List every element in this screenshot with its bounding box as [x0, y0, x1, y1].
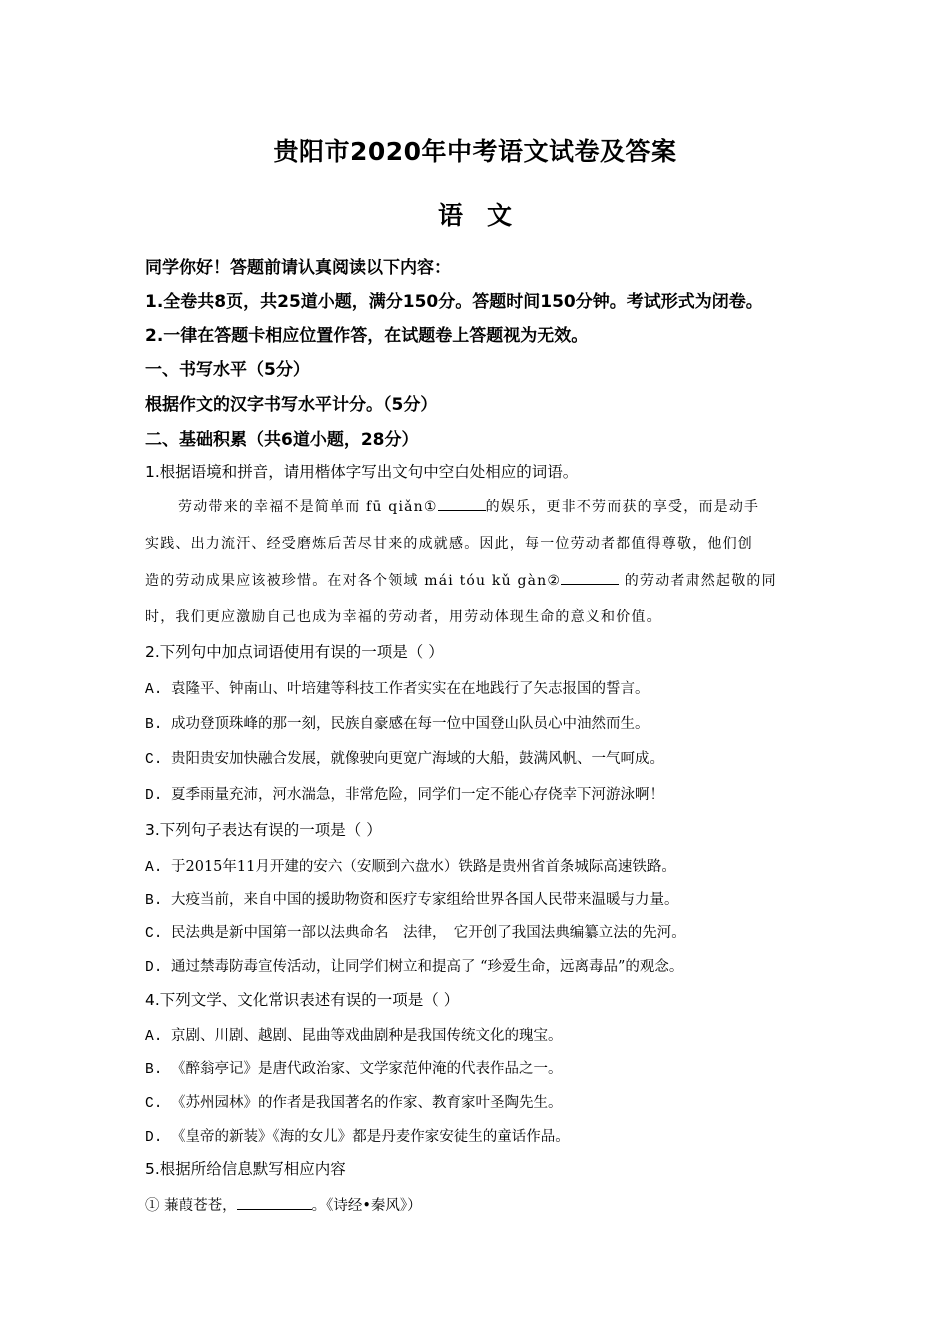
option-label: D.: [145, 788, 163, 804]
option-label: C.: [145, 926, 163, 942]
passage-text: 劳动带来的幸福不是简单而 fū qiǎn①: [178, 499, 438, 515]
subject-title: 语文: [437, 201, 536, 230]
recite-prompt: ① 蒹葭苍苍，: [145, 1198, 237, 1214]
option-label: B.: [145, 717, 163, 733]
question-3-option-c: [145, 921, 686, 942]
passage-text: 造的劳动成果应该被珍惜。在对各个领域 mái tóu kǔ gàn②: [145, 573, 562, 589]
passage-text: 的劳动者肃然起敬的同: [619, 573, 777, 589]
option-text: 通过禁毒防毒宣传活动，让同学们树立和提高了 “珍爱生命，远离毒品”的观念。: [171, 959, 684, 975]
option-text: 夏季雨量充沛，河水湍急，非常危险，同学们一定不能心存侥幸下河游泳啊！: [171, 787, 664, 803]
question-2-option-b: [145, 712, 650, 733]
option-label: A.: [145, 1029, 163, 1045]
notice-item-2: 2.一律在答题卡相应位置作答，在试题卷上答题视为无效。: [145, 326, 589, 346]
section-2-heading: 二、基础积累（共6道小题，28分）: [145, 430, 419, 450]
option-text: 民法典是新中国第一部以法典命名 法律， 它开创了我国法典编纂立法的先河。: [171, 925, 686, 941]
option-label: B.: [145, 893, 163, 909]
option-label: D.: [145, 960, 163, 976]
question-3-stem: 3.下列句子表达有误的一项是（ ）: [145, 821, 382, 839]
answer-blank-2[interactable]: [561, 570, 619, 585]
question-3-option-a: [145, 855, 676, 876]
answer-blank-1[interactable]: [438, 496, 486, 511]
section-1-heading: 一、书写水平（5分）: [145, 360, 310, 380]
option-text: 《醉翁亭记》是唐代政治家、文学家范仲淹的代表作品之一。: [171, 1061, 563, 1077]
question-4-option-a: [145, 1024, 563, 1045]
question-1-passage-line: 实践、出力流汗、经受磨炼后苦尽甘来的成就感。因此，每一位劳动者都值得尊敬，他们创: [145, 536, 753, 552]
option-label: D.: [145, 1130, 163, 1146]
question-2-option-a: [145, 677, 650, 698]
recite-source: 。《诗经•秦风》）: [311, 1198, 422, 1214]
question-4-option-c: [145, 1091, 563, 1112]
question-2-stem: 2.下列句中加点词语使用有误的一项是（ ）: [145, 643, 444, 661]
exam-title: 贵阳市2020年中考语文试卷及答案: [273, 137, 677, 166]
option-label: B.: [145, 1062, 163, 1078]
question-3-option-d: [145, 955, 683, 976]
option-text: 袁隆平、钟南山、叶培建等科技工作者实实在在地践行了矢志报国的誓言。: [171, 681, 650, 697]
answer-blank-recite-1[interactable]: [237, 1195, 312, 1210]
question-2-option-d: [145, 783, 664, 804]
section-1-desc: 根据作文的汉字书写水平计分。（5分）: [145, 395, 438, 415]
passage-text: 的娱乐，更非不劳而获的享受，而是动手: [485, 499, 760, 515]
option-label: C.: [145, 1096, 163, 1112]
option-label: A.: [145, 860, 163, 876]
question-4-stem: 4.下列文学、文化常识表述有误的一项是（ ）: [145, 991, 460, 1009]
option-text: 贵阳贵安加快融合发展，就像驶向更宽广海域的大船，鼓满风帆、一气呵成。: [171, 751, 664, 767]
question-1-passage-line: [178, 496, 759, 516]
notice-item-1: 1.全卷共8页，共25道小题，满分150分。答题时间150分钟。考试形式为闭卷。: [145, 292, 763, 312]
option-text: 于2015年11月开建的安六（安顺到六盘水）铁路是贵州省首条城际高速铁路。: [171, 859, 676, 875]
question-4-option-d: [145, 1125, 570, 1146]
question-2-option-c: [145, 747, 664, 768]
option-text: 《苏州园林》的作者是我国著名的作家、教育家叶圣陶先生。: [171, 1095, 563, 1111]
option-label: A.: [145, 682, 163, 698]
question-5-stem: 5.根据所给信息默写相应内容: [145, 1160, 346, 1178]
question-1-stem: 1.根据语境和拼音，请用楷体字写出文句中空白处相应的词语。: [145, 463, 579, 481]
notice-heading: 同学你好！答题前请认真阅读以下内容：: [145, 258, 451, 278]
option-text: 《皇帝的新装》《海的女儿》都是丹麦作家安徒生的童话作品。: [171, 1129, 570, 1145]
option-text: 成功登顶珠峰的那一刻，民族自豪感在每一位中国登山队员心中油然而生。: [171, 716, 650, 732]
question-1-passage-line: 时，我们更应激励自己也成为幸福的劳动者，用劳动体现生命的意义和价值。: [145, 609, 662, 625]
option-label: C.: [145, 752, 163, 768]
question-3-option-b: [145, 888, 679, 909]
option-text: 大疫当前，来自中国的援助物资和医疗专家组给世界各国人民带来温暖与力量。: [171, 892, 679, 908]
option-text: 京剧、川剧、越剧、昆曲等戏曲剧种是我国传统文化的瑰宝。: [171, 1028, 563, 1044]
question-5-item-1: [145, 1194, 422, 1215]
question-4-option-b: [145, 1057, 563, 1078]
question-1-passage-line: [145, 570, 777, 590]
